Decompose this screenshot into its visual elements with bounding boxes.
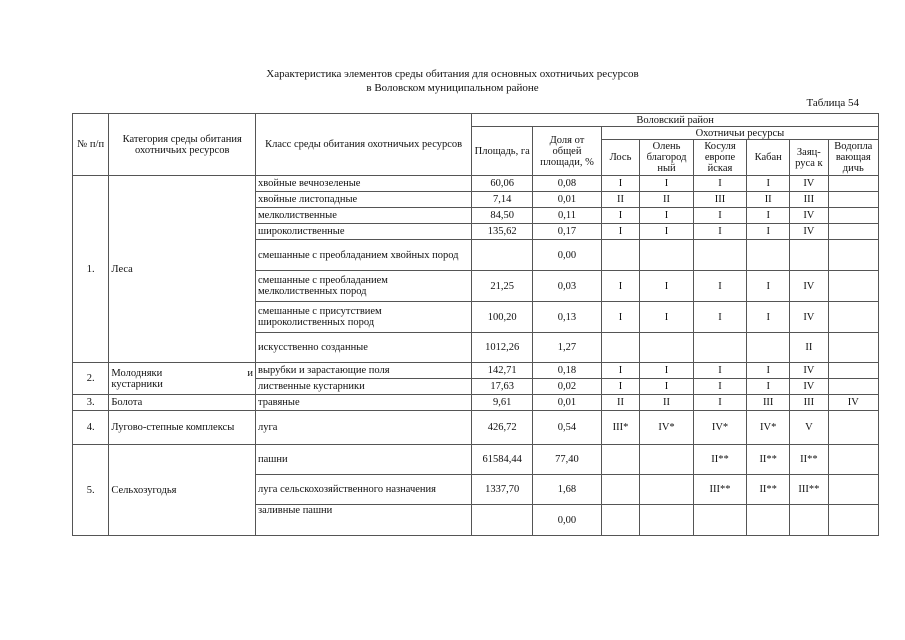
kosulya-value: I <box>693 363 747 379</box>
kosulya-value: IV* <box>693 411 747 445</box>
kosulya-value: I <box>693 379 747 395</box>
group-category: Болота <box>109 395 256 411</box>
area-value: 1337,70 <box>472 475 533 505</box>
group-num: 5. <box>73 445 109 536</box>
kosulya-value: III** <box>693 475 747 505</box>
los-value: III* <box>601 411 640 445</box>
group-category: Лугово-степные комплексы <box>109 411 256 445</box>
habitat-class: вырубки и зарастающие поля <box>256 363 472 379</box>
zayac-value: II <box>790 333 829 363</box>
zayac-value <box>790 505 829 536</box>
olen-value <box>640 505 694 536</box>
kaban-value: I <box>747 363 790 379</box>
area-value <box>472 505 533 536</box>
group-category: Сельхозугодья <box>109 445 256 536</box>
kaban-value: I <box>747 176 790 192</box>
los-value: II <box>601 395 640 411</box>
share-value: 0,08 <box>533 176 602 192</box>
olen-value: II <box>640 395 694 411</box>
share-value: 0,17 <box>533 224 602 240</box>
area-value: 60,06 <box>472 176 533 192</box>
dich-value <box>828 192 878 208</box>
zayac-value: V <box>790 411 829 445</box>
kosulya-value: I <box>693 208 747 224</box>
dich-value <box>828 208 878 224</box>
los-value: I <box>601 363 640 379</box>
area-value: 135,62 <box>472 224 533 240</box>
olen-value <box>640 333 694 363</box>
share-value: 0,01 <box>533 192 602 208</box>
los-value: I <box>601 302 640 333</box>
header-species: Лось <box>601 140 640 176</box>
group-num: 4. <box>73 411 109 445</box>
header-share: Доля от общей площади, % <box>533 127 602 176</box>
share-value: 0,03 <box>533 271 602 302</box>
olen-value: II <box>640 192 694 208</box>
group-category-part: и <box>247 367 254 379</box>
kosulya-value: II** <box>693 445 747 475</box>
header-species: Косуля европе йская <box>693 140 747 176</box>
zayac-value: IV <box>790 224 829 240</box>
kaban-value: III <box>747 395 790 411</box>
habitat-class: смешанные с преобладанием мелколиственных пород <box>256 271 472 302</box>
area-value: 21,25 <box>472 271 533 302</box>
habitat-class: хвойные листопадные <box>256 192 472 208</box>
los-value <box>601 505 640 536</box>
share-value: 0,00 <box>533 240 602 271</box>
share-value: 1,27 <box>533 333 602 363</box>
share-value: 1,68 <box>533 475 602 505</box>
kaban-value: I <box>747 271 790 302</box>
kosulya-value <box>693 505 747 536</box>
header-species: Кабан <box>747 140 790 176</box>
habitat-class: смешанные с присутствием широколиственных пород <box>256 302 472 333</box>
los-value: II <box>601 192 640 208</box>
zayac-value: IV <box>790 379 829 395</box>
zayac-value: IV <box>790 271 829 302</box>
share-value: 0,02 <box>533 379 602 395</box>
group-category-part: Молодняки <box>111 367 163 379</box>
habitat-table <box>72 113 879 536</box>
kosulya-value: I <box>693 302 747 333</box>
group-category: Леса <box>109 176 256 363</box>
group-num: 2. <box>73 363 109 395</box>
kaban-value: I <box>747 302 790 333</box>
kaban-value: I <box>747 379 790 395</box>
area-value <box>472 240 533 271</box>
area-value: 84,50 <box>472 208 533 224</box>
area-value: 17,63 <box>472 379 533 395</box>
zayac-value: IV <box>790 208 829 224</box>
habitat-class: пашни <box>256 445 472 475</box>
olen-value <box>640 240 694 271</box>
zayac-value: III** <box>790 475 829 505</box>
dich-value: IV <box>828 395 878 411</box>
area-value: 9,61 <box>472 395 533 411</box>
header-species: Заяц-руса к <box>790 140 829 176</box>
share-value: 0,00 <box>533 505 602 536</box>
header-area: Площадь, га <box>472 127 533 176</box>
area-value: 61584,44 <box>472 445 533 475</box>
los-value <box>601 445 640 475</box>
header-class: Класс среды обитания охотничьих ресурсов <box>256 114 472 176</box>
header-district: Воловский район <box>472 114 879 127</box>
los-value <box>601 240 640 271</box>
header-category: Категория среды обитания охотничьих ресурсов <box>109 114 256 176</box>
group-num: 3. <box>73 395 109 411</box>
olen-value: I <box>640 379 694 395</box>
kaban-value: I <box>747 224 790 240</box>
los-value <box>601 475 640 505</box>
kaban-value <box>747 240 790 271</box>
kaban-value: I <box>747 208 790 224</box>
zayac-value: II** <box>790 445 829 475</box>
area-value: 426,72 <box>472 411 533 445</box>
dich-value <box>828 271 878 302</box>
document-title-line2: в Воловском муниципальном районе <box>366 82 539 94</box>
header-species: Водопла вающая дичь <box>828 140 878 176</box>
kaban-value <box>747 333 790 363</box>
kaban-value <box>747 505 790 536</box>
header-resources: Охотничьи ресурсы <box>601 127 878 140</box>
dich-value <box>828 475 878 505</box>
los-value: I <box>601 271 640 302</box>
kosulya-value: I <box>693 271 747 302</box>
share-value: 0,01 <box>533 395 602 411</box>
habitat-class: заливные пашни <box>256 505 472 536</box>
dich-value <box>828 411 878 445</box>
kosulya-value: III <box>693 192 747 208</box>
olen-value: IV* <box>640 411 694 445</box>
area-value: 142,71 <box>472 363 533 379</box>
group-category-part: кустарники <box>111 378 163 390</box>
los-value: I <box>601 208 640 224</box>
olen-value: I <box>640 208 694 224</box>
olen-value: I <box>640 176 694 192</box>
habitat-class: хвойные вечнозеленые <box>256 176 472 192</box>
kaban-value: II** <box>747 445 790 475</box>
zayac-value: IV <box>790 363 829 379</box>
group-num: 1. <box>73 176 109 363</box>
kaban-value: II** <box>747 475 790 505</box>
dich-value <box>828 363 878 379</box>
zayac-value: IV <box>790 176 829 192</box>
dich-value <box>828 379 878 395</box>
share-value: 0,18 <box>533 363 602 379</box>
area-value: 7,14 <box>472 192 533 208</box>
kosulya-value: I <box>693 176 747 192</box>
habitat-class: искусственно созданные <box>256 333 472 363</box>
share-value: 0,11 <box>533 208 602 224</box>
area-value: 1012,26 <box>472 333 533 363</box>
group-category <box>109 363 256 395</box>
olen-value: I <box>640 363 694 379</box>
olen-value: I <box>640 302 694 333</box>
olen-value: I <box>640 224 694 240</box>
olen-value <box>640 475 694 505</box>
share-value: 77,40 <box>533 445 602 475</box>
zayac-value <box>790 240 829 271</box>
kosulya-value: I <box>693 224 747 240</box>
document-title-line1: Характеристика элементов среды обитания для основных охотничьих ресурсов <box>266 68 639 80</box>
dich-value <box>828 333 878 363</box>
dich-value <box>828 302 878 333</box>
los-value: I <box>601 379 640 395</box>
los-value: I <box>601 224 640 240</box>
zayac-value: III <box>790 395 829 411</box>
kaban-value: IV* <box>747 411 790 445</box>
table-number: Таблица 54 <box>806 97 859 109</box>
dich-value <box>828 176 878 192</box>
habitat-class: травяные <box>256 395 472 411</box>
dich-value <box>828 445 878 475</box>
header-species: Олень благород ный <box>640 140 694 176</box>
habitat-class: смешанные с преобладанием хвойных пород <box>256 240 472 271</box>
area-value: 100,20 <box>472 302 533 333</box>
habitat-class: мелколиственные <box>256 208 472 224</box>
share-value: 0,54 <box>533 411 602 445</box>
dich-value <box>828 240 878 271</box>
los-value <box>601 333 640 363</box>
olen-value: I <box>640 271 694 302</box>
habitat-class: луга сельскохозяйственного назначения <box>256 475 472 505</box>
olen-value <box>640 445 694 475</box>
kosulya-value: I <box>693 395 747 411</box>
zayac-value: III <box>790 192 829 208</box>
habitat-class: широколиственные <box>256 224 472 240</box>
header-num: № п/п <box>73 114 109 176</box>
los-value: I <box>601 176 640 192</box>
zayac-value: IV <box>790 302 829 333</box>
share-value: 0,13 <box>533 302 602 333</box>
kosulya-value <box>693 240 747 271</box>
kaban-value: II <box>747 192 790 208</box>
kosulya-value <box>693 333 747 363</box>
dich-value <box>828 505 878 536</box>
habitat-class: луга <box>256 411 472 445</box>
habitat-class: лиственные кустарники <box>256 379 472 395</box>
dich-value <box>828 224 878 240</box>
